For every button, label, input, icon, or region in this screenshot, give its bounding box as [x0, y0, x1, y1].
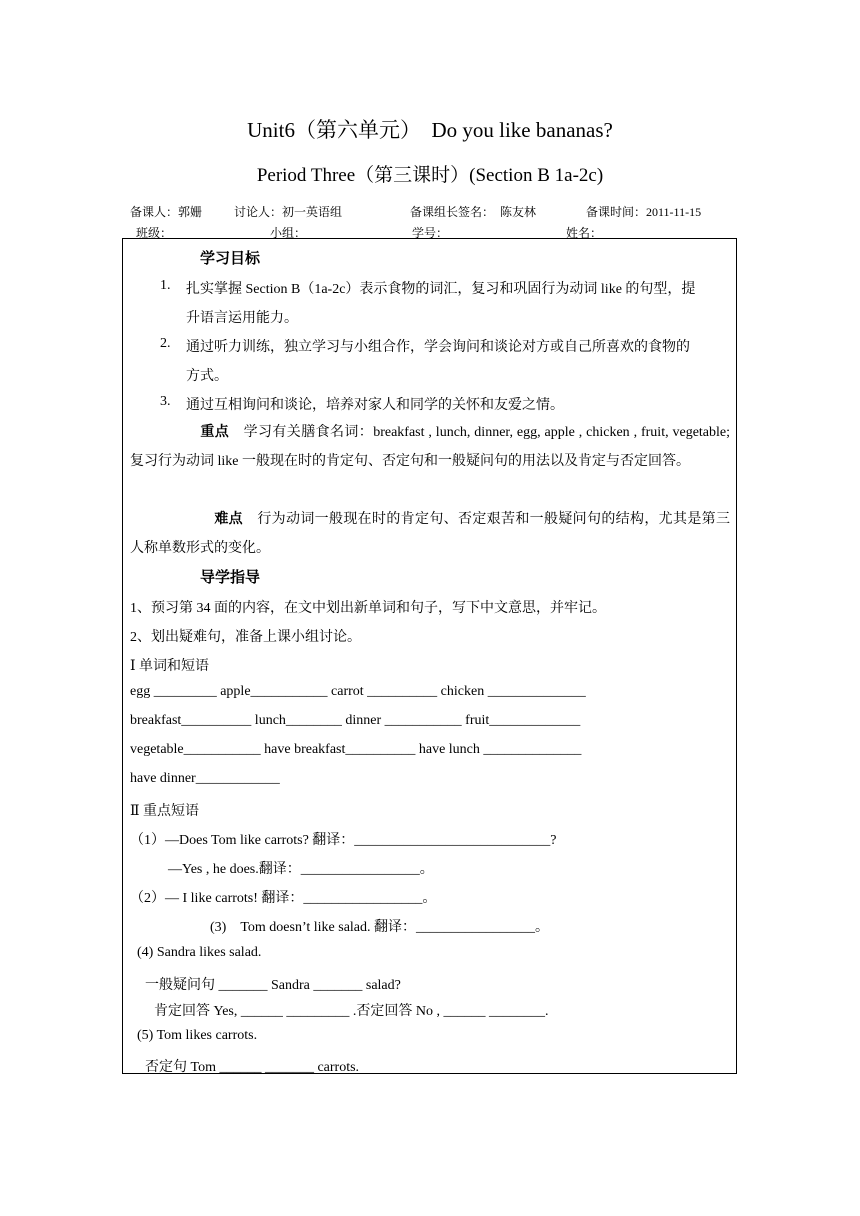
objective-text: 通过互相询问和谈论，培养对家人和同学的关怀和友爱之情。	[186, 398, 564, 413]
phrase-line: (5) Tom likes carrots.	[137, 1028, 258, 1043]
difficulties-label: 难点	[214, 511, 243, 527]
difficulties-paragraph	[130, 505, 730, 563]
objective-text-cont: 方式。	[186, 369, 228, 384]
vocab-heading: Ⅰ 单词和短语	[130, 659, 210, 674]
difficulties-text: 行为动词一般现在时的肯定句、否定艰苦和一般疑问句的结构，尤其是第三人称单数形式的变化。	[130, 512, 731, 556]
preparer-field: 备课人：郭姗	[130, 205, 203, 219]
objective-number: 1.	[160, 278, 171, 293]
key-points-text: 学习有关膳食名词：breakfast , lunch, dinner, egg, apple , chicken , fruit, vegetable; 复习行为动词 like 一般现在时的肯定句、否定句和一般疑问句的用法以及肯定与否定回答。	[130, 425, 731, 469]
student-no-field: 学号：___________	[412, 226, 515, 240]
document-title: Unit6（第六单元） Do you like bananas?	[247, 118, 613, 142]
date-field: 备课时间：2011-11-15	[586, 205, 702, 219]
class-field: 班级：___________	[136, 226, 239, 240]
objective-number: 2.	[160, 336, 171, 351]
objective-text: 扎实掌握 Section B（1a-2c）表示食物的词汇，复习和巩固行为动词 like 的句型，提	[186, 282, 696, 297]
phrase-line: 否定句 Tom ______ _______ carrots.	[145, 1060, 360, 1075]
name-field: 姓名：___________	[566, 226, 669, 240]
phrase-line: (4) Sandra likes salad.	[137, 945, 262, 960]
discussants-field: 讨论人：初一英语组	[234, 205, 343, 219]
vocab-line: have dinner____________	[130, 771, 280, 786]
phrase-line: （1）—Does Tom like carrots? 翻译：____________________________?	[130, 833, 557, 848]
guide-step-2: 2、划出疑难句，准备上课小组讨论。	[130, 630, 361, 645]
objectives-heading: 学习目标	[200, 249, 261, 267]
key-points-label: 重点	[200, 424, 230, 440]
key-points-paragraph	[130, 418, 730, 476]
group-field: 小组：___________	[270, 226, 373, 240]
guide-heading: 导学指导	[200, 568, 261, 586]
objective-text-cont: 升语言运用能力。	[186, 311, 298, 326]
phrase-line: —Yes , he does.翻译：_________________。	[168, 862, 434, 877]
document-subtitle: Period Three（第三课时）(Section B 1a-2c)	[256, 165, 604, 186]
vocab-line: vegetable___________ have breakfast__________ have lunch ______________	[130, 742, 582, 757]
phrase-line: 一般疑问句 _______ Sandra _______ salad?	[145, 978, 401, 993]
objective-text: 通过听力训练，独立学习与小组合作，学会询问和谈论对方或自己所喜欢的食物的	[186, 340, 690, 355]
phrase-line: 肯定回答 Yes, ______ _________ .否定回答 No , ______ ________.	[154, 1004, 549, 1019]
vocab-line: egg _________ apple___________ carrot __________ chicken ______________	[130, 684, 586, 699]
vocab-line: breakfast__________ lunch________ dinner ___________ fruit_____________	[130, 713, 581, 728]
phrase-line: (3) Tom doesn’t like salad. 翻译：_________________。	[210, 920, 550, 935]
leader-sign-field: 备课组长签名： 陈友林	[410, 205, 537, 219]
guide-step-1: 1、预习第 34 面的内容，在文中划出新单词和句子，写下中文意思，并牢记。	[130, 601, 606, 616]
phrases-heading: Ⅱ 重点短语	[130, 804, 200, 819]
phrase-line: （2）— I like carrots! 翻译：_________________。	[130, 891, 437, 906]
objective-number: 3.	[160, 394, 171, 409]
